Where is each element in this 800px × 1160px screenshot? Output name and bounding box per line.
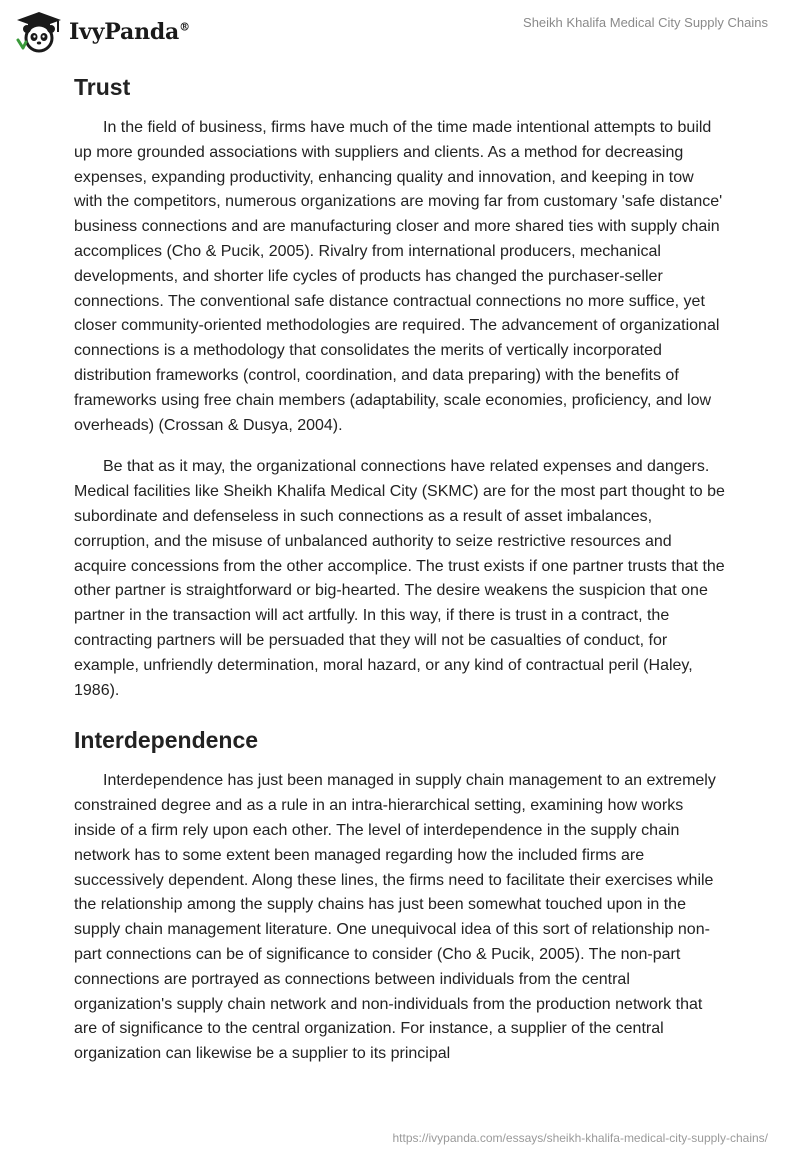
section-heading-interdependence: Interdependence [74,727,259,754]
registered-mark: ® [179,20,190,34]
section-heading-trust: Trust [74,74,131,100]
paragraph: Interdependence has just been managed in supply chain management to an extremely constrained degree and as a rule in an intra-hierarchical setting, examining how works inside of a firm rely upon each other. The level of interdependence in the supply chain network has to some extent been managed regarding how the included firms are successively dependent. Along these lines, the firms need to facilitate their exercises while the relationship among the supply chains has just been somewhat touched upon in the supply chain management literature. One unequivocal idea of this sort of relationship non-part connections can be of significance to consider (Cho & Pucik, 2005). The non-part connections are portrayed as connections between individuals from the central organization's supply chain network and non-individuals from the production network that are of significance to the central organization. For instance, a supplier of the central organization can likewise be a supplier to its principal [74,772,716,1063]
page-header [0,0,800,62]
panda-graduate-icon [15,10,63,54]
source-url[interactable]: https://ivypanda.com/essays/sheikh-khalifa-medical-city-supply-chains/ [392,1131,768,1145]
paragraph: Be that as it may, the organizational connections have related expenses and dangers. Medical facilities like Sheikh Khalifa Medical City (SKMC) are for the most part thought to be subordinate and defenseless in such connections as a result of asset imbalances, corruption, and the misuse of unbalanced authority to seize restrictive resources and acquire concessions from the other accomplice. The trust exists if one partner trusts that the other partner is straightforward or big-hearted. The desire weakens the suspicion that one partner in the transaction will act artfully. In this way, if there is trust in a contract, the contracting partners will be persuaded that they will not be casualties of conduct, for example, unfriendly determination, moral hazard, or any kind of contractual peril (Haley, 1986). [74,458,725,699]
essay-content [74,72,726,1067]
ivypanda-logo[interactable] [15,8,190,56]
paragraph: In the field of business, firms have much of the time made intentional attempts to build up more grounded associations with suppliers and clients. As a method for decreasing expenses, expanding productivity, enhancing quality and innovation, and keeping in tow with the competitors, numerous organizations are moving far from customary 'safe distance' business connections and are manufacturing closer and more shared ties with supply chain accomplices (Cho & Pucik, 2005). Rivalry from international producers, mechanical developments, and shorter life cycles of products has changed the purchaser-seller connections. The conventional safe distance contractual connections no more suffice, yet closer community-oriented methodologies are required. The advancement of organizational connections is a methodology that consolidates the merits of vertically incorporated distribution frameworks (control, coordination, and data preparing) with the benefits of frameworks using free chain members (adaptability, scale economies, proficiency, and low overheads) (Crossan & Dusya, 2004). [74,119,723,434]
brand-name: IvyPanda® [69,19,190,45]
document-title: Sheikh Khalifa Medical City Supply Chains [523,15,768,30]
